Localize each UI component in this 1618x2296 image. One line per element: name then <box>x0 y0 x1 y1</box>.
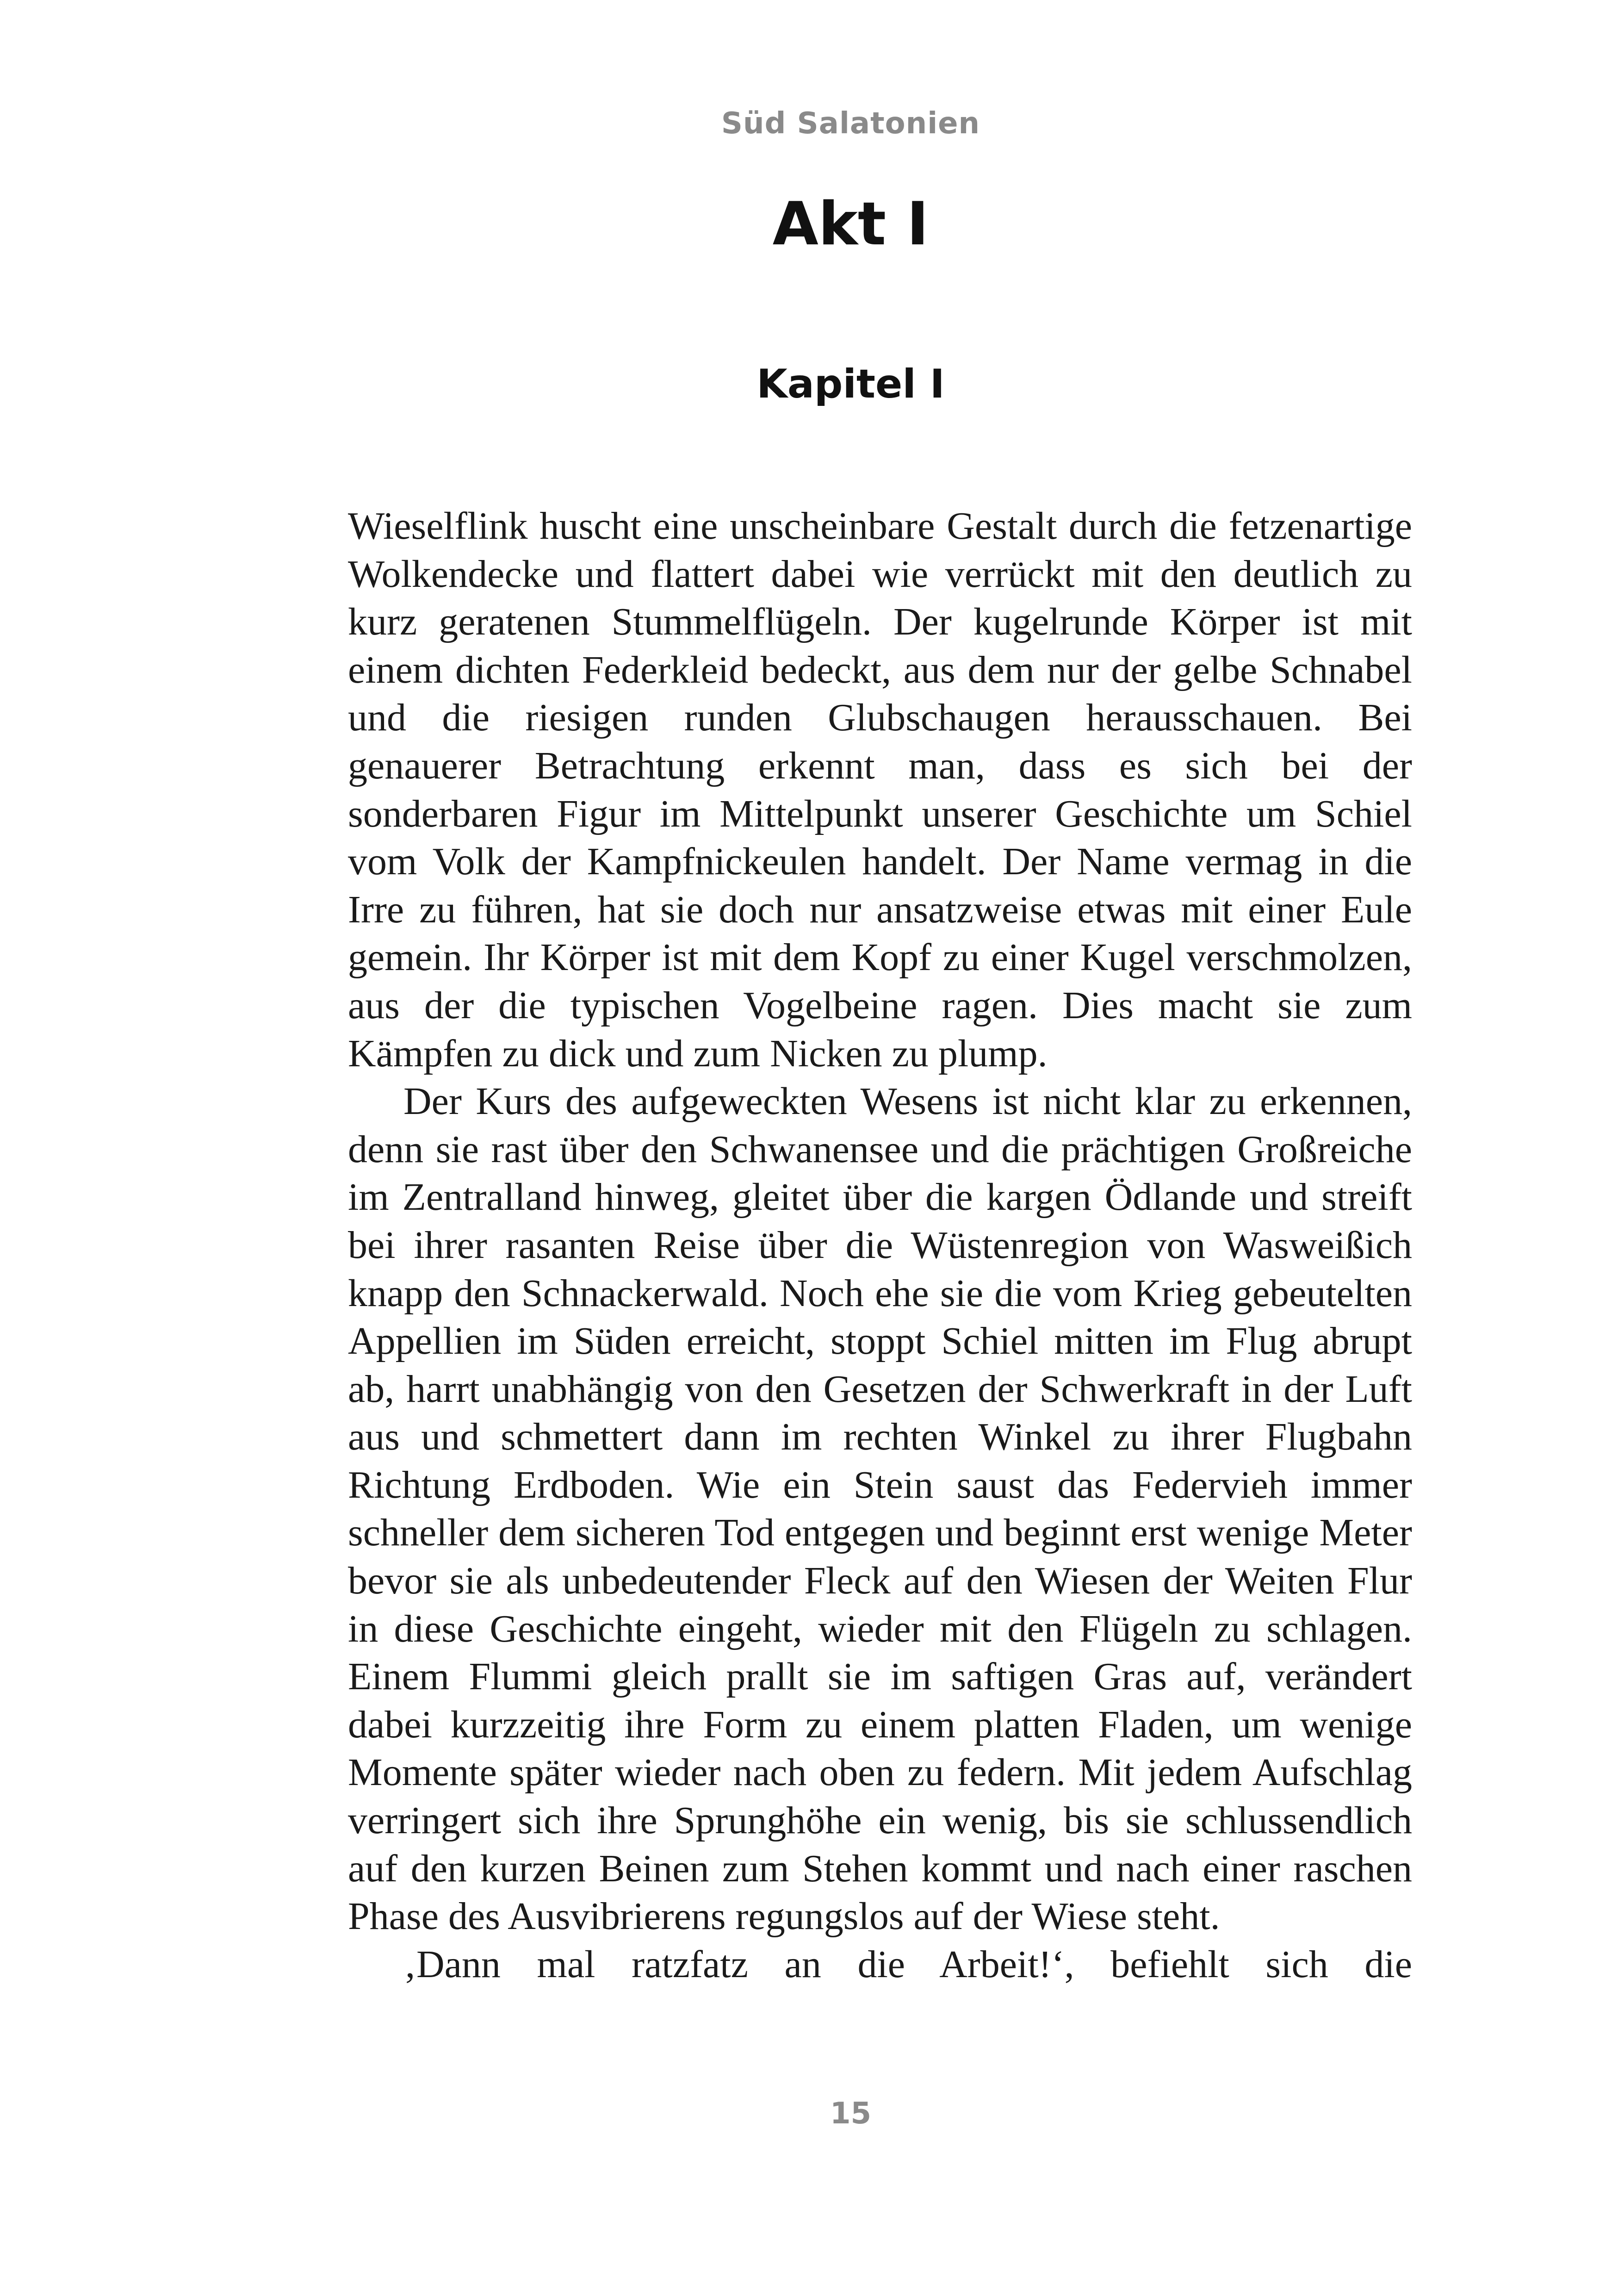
paragraph: Der Kurs des aufgeweckten Wesens ist nicht klar zu erkennen, denn sie rast über den Schwanensee und die prächtigen Großreiche im Zentralland hinweg, gleitet über die kargen Ödlande und streift bei ihrer rasanten Reise über die Wüstenregion von Wasweißich knapp den Schnackerwald. Noch ehe sie die vom Krieg gebeutelten Appellien im Süden erreicht, stoppt Schiel mitten im Flug abrupt ab, harrt unabhängig von den Gesetzen der Schwerkraft in der Luft aus und schmettert dann im rechten Winkel zu ihrer Flugbahn Richtung Erdboden. Wie ein Stein saust das Federvieh immer schneller dem sicheren Tod entgegen und beginnt erst wenige Meter bevor sie als unbedeutender Fleck auf den Wiesen der Weiten Flur in diese Geschichte eingeht, wieder mit den Flügeln zu schlagen. Einem Flummi gleich prallt sie im saftigen Gras auf, verändert dabei kurzzeitig ihre Form zu einem platten Fladen, um wenige Momente später wieder nach oben zu federn. Mit jedem Aufschlag verringert sich ihre Sprunghöhe ein wenig, bis sie schlussendlich auf den kurzen Beinen zum Stehen kommt und nach einer raschen Phase des Ausvibrierens regungslos auf der Wiese steht. <box>348 1080 1412 1938</box>
page-number: 15 <box>830 2097 872 2131</box>
running-header: Süd Salatonien <box>721 106 980 141</box>
paragraph: Wieselflink huscht eine unscheinbare Gestalt durch die fetzenartige Wolkendecke und flattert dabei wie verrückt mit den deutlich zu kurz geratenen Stummelflügeln. Der kugelrunde Körper ist mit einem dichten Federkleid bedeckt, aus dem nur der gelbe Schnabel und die riesigen runden Glubschaugen herausschauen. Bei genauerer Betrachtung erkennt man, dass es sich bei der sonderbaren Figur im Mittelpunkt unserer Geschichte um Schiel vom Volk der Kampfnickeulen handelt. Der Name vermag in die Irre zu führen, hat sie doch nur ansatzweise etwas mit einer Eule gemein. Ihr Körper ist mit dem Kopf zu einer Kugel verschmolzen, aus der die typischen Vogelbeine ragen. Dies macht sie zum Kämpfen zu dick und zum Nicken zu plump. <box>348 504 1412 1075</box>
act-title: Akt I <box>772 190 929 259</box>
body-text <box>348 502 1412 1988</box>
paragraph: ‚Dann mal ratzfatz an die Arbeit!‘, befiehlt sich die <box>403 1942 1412 1986</box>
chapter-title: Kapitel I <box>756 361 945 407</box>
